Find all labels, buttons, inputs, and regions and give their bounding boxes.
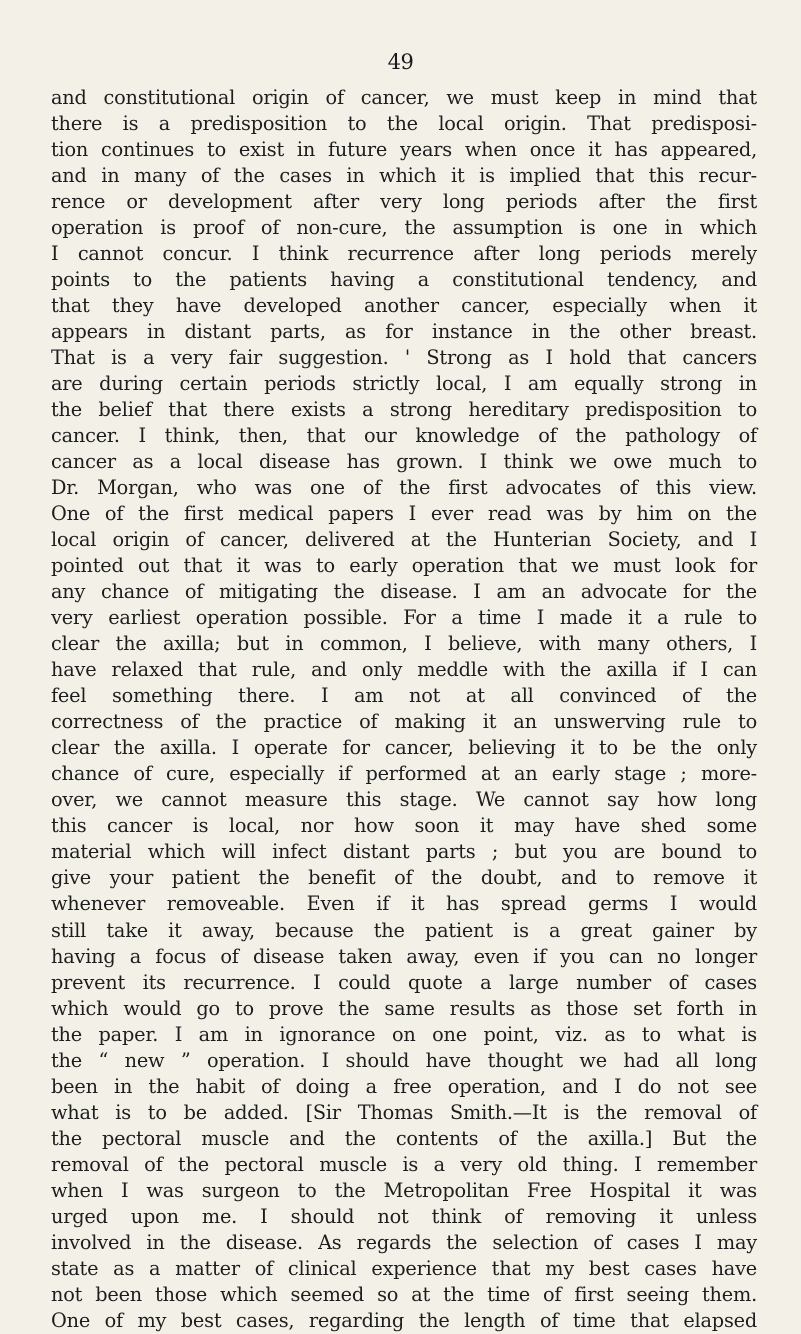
text-line: the pectoral muscle and the contents of the axilla.] But the [51, 1126, 757, 1150]
text-line: local origin of cancer, delivered at the Hunterian Society, and I [51, 528, 757, 552]
text-line: state as a matter of clinical experience that my best cases have [51, 1256, 757, 1280]
text-line: very earliest operation possible. For a time I made it a rule to [51, 606, 757, 630]
text-line: cancer. I think, then, that our knowledge of the pathology of [51, 424, 757, 448]
text-line: prevent its recurrence. I could quote a large number of cases [51, 970, 757, 994]
text-line: pointed out that it was to early operation that we must look for [51, 554, 757, 578]
text-line: One of my best cases, regarding the length of time that elapsed [51, 1308, 757, 1332]
text-line: operation is proof of non-cure, the assumption is one in which [51, 216, 757, 240]
text-line: One of the first medical papers I ever read was by him on the [51, 502, 757, 526]
text-line: correctness of the practice of making it an unswerving rule to [51, 710, 757, 734]
text-line: give your patient the benefit of the doubt, and to remove it [51, 866, 757, 890]
text-line: that they have developed another cancer, especially when it [51, 294, 757, 318]
text-line: what is to be added. [Sir Thomas Smith.—It is the removal of [51, 1100, 757, 1124]
text-line: clear the axilla; but in common, I believe, with many others, I [51, 632, 757, 656]
text-line: been in the habit of doing a free operation, and I do not see [51, 1074, 757, 1098]
body-text [51, 85, 757, 1334]
text-line: appears in distant parts, as for instance in the other breast. [51, 320, 757, 344]
text-line: tion continues to exist in future years when once it has appeared, [51, 138, 757, 162]
text-line: points to the patients having a constitutional tendency, and [51, 268, 757, 292]
text-line: chance of cure, especially if performed at an early stage ; more- [51, 762, 757, 786]
text-line: any chance of mitigating the disease. I am an advocate for the [51, 580, 757, 604]
text-line: and constitutional origin of cancer, we must keep in mind that [51, 86, 757, 109]
text-line: over, we cannot measure this stage. We cannot say how long [51, 788, 757, 812]
text-line: clear the axilla. I operate for cancer, believing it to be the only [51, 736, 757, 760]
text-line: not been those which seemed so at the time of first seeing them. [51, 1282, 757, 1306]
text-line: the “ new ” operation. I should have thought we had all long [51, 1048, 757, 1072]
text-line: whenever removeable. Even if it has spread germs I would [51, 892, 757, 916]
text-line: I cannot concur. I think recurrence after long periods merely [51, 242, 757, 266]
page-number: 49 [387, 50, 414, 74]
text-line: this cancer is local, nor how soon it may have shed some [51, 814, 757, 838]
text-line: urged upon me. I should not think of removing it unless [51, 1204, 757, 1228]
text-line: feel something there. I am not at all convinced of the [51, 684, 757, 708]
text-line: removal of the pectoral muscle is a very old thing. I remember [51, 1152, 757, 1176]
text-line: and in many of the cases in which it is implied that this recur- [51, 164, 757, 188]
text-line: the paper. I am in ignorance on one point, viz. as to what is [51, 1022, 757, 1046]
text-line: which would go to prove the same results as those set forth in [51, 996, 757, 1020]
text-line: when I was surgeon to the Metropolitan Free Hospital it was [51, 1178, 757, 1202]
text-line: That is a very fair suggestion. ' Strong as I hold that cancers [51, 346, 757, 370]
text-line: have relaxed that rule, and only meddle with the axilla if I can [51, 658, 757, 682]
text-line: Dr. Morgan, who was one of the first advocates of this view. [51, 476, 757, 500]
text-line: having a focus of disease taken away, even if you can no longer [51, 944, 757, 968]
text-line: material which will infect distant parts ; but you are bound to [51, 840, 757, 864]
text-line: the belief that there exists a strong hereditary predisposition to [51, 398, 757, 422]
text-line: are during certain periods strictly local, I am equally strong in [51, 372, 757, 396]
text-line: involved in the disease. As regards the selection of cases I may [51, 1230, 757, 1254]
text-line: still take it away, because the patient is a great gainer by [51, 918, 757, 942]
text-line: rence or development after very long periods after the first [51, 190, 757, 214]
text-line: cancer as a local disease has grown. I think we owe much to [51, 450, 757, 474]
text-line: there is a predisposition to the local origin. That predisposi- [51, 112, 757, 136]
